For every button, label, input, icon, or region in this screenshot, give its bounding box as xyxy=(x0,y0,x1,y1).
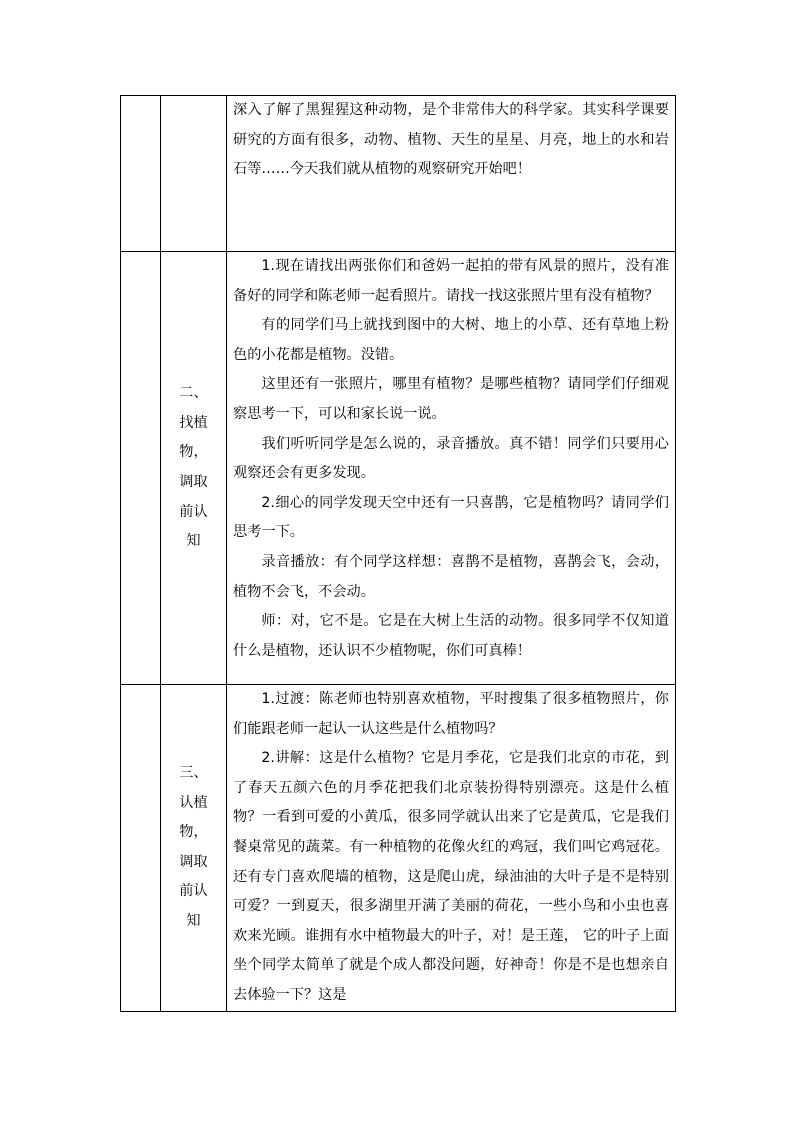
paragraph: 这里还有一张照片，哪里有植物？是哪些植物？请同学们仔细观察思考一下，可以和家长说一说。 xyxy=(233,376,669,422)
section-title: 三、认植物，调取前认知 xyxy=(179,764,208,929)
paragraph: 1.现在请找出两张你们和爸妈一起拍的带有风景的照片，没有准备好的同学和陈老师一起看照片。请找一找这张照片里有没有植物？ xyxy=(233,258,669,304)
paragraph: 我们听听同学是怎么说的，录音播放。真不错！同学们只要用心观察还会有更多发现。 xyxy=(233,435,669,482)
paragraph: 录音播放：有个同学这样想：喜鹊不是植物，喜鹊会飞，会动，植物不会飞，不会动。 xyxy=(233,553,669,600)
section-title: 二、找植物，调取前认知 xyxy=(179,385,208,550)
section-cell xyxy=(161,96,227,252)
table-row xyxy=(121,685,676,1012)
paragraph: 2.细心的同学发现天空中还有一只喜鹊，它是植物吗？请同学们思考一下。 xyxy=(233,494,669,541)
section-cell xyxy=(161,685,227,1012)
paragraph: 2.讲解：这是什么植物？它是月季花，它是我们北京的市花，到了春天五颜六色的月季花把我们北京装扮得特别漂亮。这是什么植物？一看到可爱的小黄瓜，很多同学就认出来了它是黄瓜，它是我们餐桌常见的蔬菜。有一种植物的花像火红的鸡冠，我们叫它鸡冠花。还有专门喜欢爬墙的植物，这是爬山虎，绿油油的大叶子是不是特别可爱？一到夏天，很多湖里开满了美丽的荷花，一些小鸟和小虫也喜欢来光顾。谁拥有水中植物最大的叶子，对！是王莲， 它的叶子上面坐个同学太简单了就是个成人都没问题，好神奇！你是不是也想亲自去体验一下？这是 xyxy=(233,750,669,1003)
blank-cell xyxy=(121,96,161,252)
content-cell xyxy=(227,685,676,1012)
paragraph: 1.过渡：陈老师也特别喜欢植物，平时搜集了很多植物照片，你们能跟老师一起认一认这些是什么植物吗？ xyxy=(233,691,669,737)
paragraph: 深入了解了黑猩猩这种动物，是个非常伟大的科学家。其实科学课要研究的方面有很多，动物、植物、天生的星星、月亮，地上的水和岩石等……今天我们就从植物的观察研究开始吧！ xyxy=(233,102,669,178)
paragraph: 有的同学们马上就找到图中的大树、地上的小草、还有草地上粉色的小花都是植物。没错。 xyxy=(233,317,669,363)
table-row xyxy=(121,96,676,252)
blank-cell xyxy=(121,685,161,1012)
content-cell xyxy=(227,252,676,685)
table-row xyxy=(121,252,676,685)
lesson-plan-table xyxy=(120,95,676,1012)
paragraph: 师：对，它不是。它是在大树上生活的动物。很多同学不仅知道什么是植物，还认识不少植物呢，你们可真棒！ xyxy=(233,613,669,659)
blank-cell xyxy=(121,252,161,685)
content-cell xyxy=(227,96,676,252)
section-cell xyxy=(161,252,227,685)
